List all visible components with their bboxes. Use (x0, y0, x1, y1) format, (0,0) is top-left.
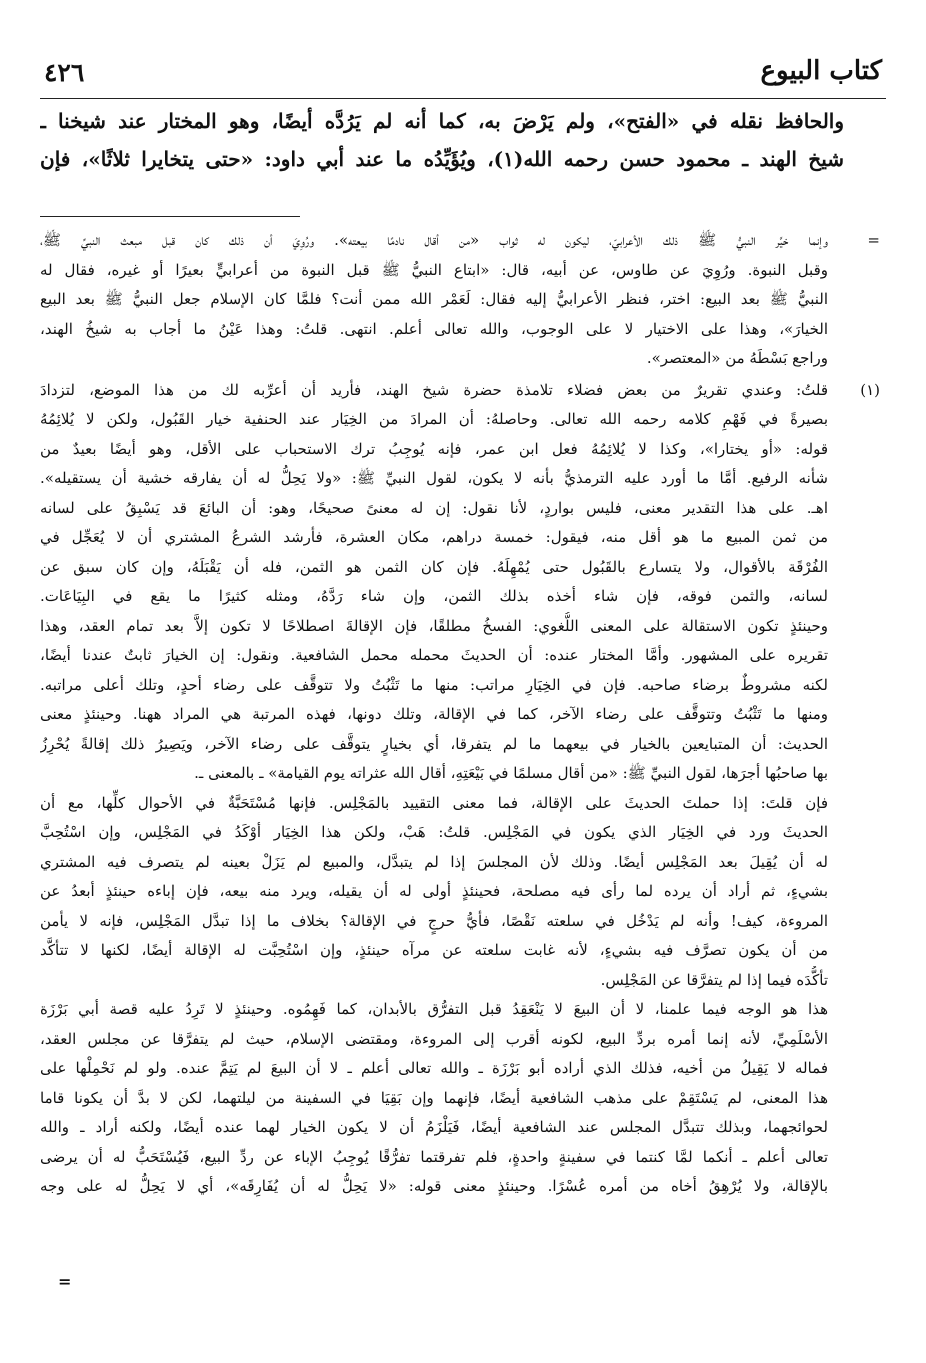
footnote-line: له أن يُقِيلَ بعد المَجْلِس أيضًا. وذلك لأن المجلسَ إذا لم يتبدَّل، والمبيع لم يَزَلْ بعينه لم يتصرف فيه المشتري (40, 852, 828, 871)
footnote-line: الأسْلَمِيِّ، لأنه إنما أمره بردِّ البيع، لكونه أقرب إلى المروءة، ومقتضى الإسلام، حيث لم يتفرَّقا عن مجلس العقد، (40, 1029, 828, 1048)
page-number: ٤٢٦ (44, 58, 85, 87)
footnote-line: بالإقالة، ولا يُرْهِقُ أخاه من أمره عُسْرًا. وحينئذٍ معنى قوله: «لا يَحِلُّ له أن يُفَارِقَه»، أي لا يَحِلُّ له على وجه (40, 1177, 828, 1195)
footnote-line: الفُرْقَة بالأقوال، ولا يتسارع بالقَبُول حتى يُمْهِلَهُ. فإن كان الثمن هو الثمن، فله أن يَقْبَلَهُ، وإن كان سبق عن (40, 557, 828, 576)
footnote-line: بصيرةً في فَهْمِ كلامه رحمه الله تعالى. وحاصلهُ: أن المرادَ من الخِيَار عند الحنفية خيار القَبُول، ولكن لا يُلائِمُهُ (40, 410, 828, 428)
footnote-separator (40, 216, 300, 217)
main-text (40, 102, 844, 178)
footnote-line: ومنها ما تَثْبُتُ وتتوقَّف على رضاء الآخر، كما في الإقالة، وتلك دونها، فهذه المرتبة هي المراد ههنا. وحينئذٍ معنى (40, 705, 828, 723)
footnote-paragraph (40, 995, 828, 1202)
footnote-line: الحديثَ ورد في الخِيَار الذي يكون في المَجْلِس. قلتُ: هَبْ، ولكن هذا الخِيَار أوْكَدُ في المَجْلِس، وإن اسْتُحِبَّ (40, 823, 828, 841)
footnote-paragraph (40, 376, 828, 612)
footnote-line: قوله: «أو يختارا»، وكذا لا يُلائِمُهُ فعل ابن عمر، فإنه يُوجِبُ ترك الاستحباب على الأقل، وهو أيضًا بعيدٌ من (40, 439, 828, 458)
footnote-line: المروءة، كيف! وأنه لم يَدْخُل في سلعته نَقْصًا، فأيُّ حرجٍ في الإقالة؟ بخلاف ما إذا تبدَّل المَجْلِس، فإنه لا يأمن (40, 911, 828, 930)
footnote-line: الحديث: أن المتبايعين بالخيار في بيعهما ما لم يتفرقا، أي بخيارٍ يتوقَّف على رضاء الآخر، ويَصِيرُ ذلك إقالةً يُحْرِزُ (40, 734, 828, 753)
footnote-line: وقبل النبوة. ورُوِيَ عن طاوس، عن أبيه، قال: «ابتاع النبيُّ ﷺ قبل النبوة من أعرابيٍّ بعيرًا أو غيره، فقال له (40, 260, 828, 279)
footnote-line: فإن قلتَ: إذا حملتَ الحديثَ على الإقالة، فما معنى التقييد بالمَجْلِس. فإنها مُسْتَحَبَّةٌ في الأحوال كلِّها، مع أن (40, 793, 828, 812)
footnote-line: الخيارَ»، وهذا على الاختيار لا على الوجوب، والله تعالى أعلم. انتهى. قلتُ: وهذا عَيْنُ ما أجاب به شيخُ الهند، (40, 319, 828, 338)
footnote-line: تأكُّدَه فيما إذا لم يتفرَّقا عن المَجْلِس. (600, 970, 828, 989)
footnote-line: هذا هو الوجه فيما علمنا، لا أن البيعَ لا يَنْعَقِدُ قبل التفرُّق بالأبدان، كما فَهِمُوه. وحينئذٍ لا تَرِدُ عليه قصة أبي بَرْزَة (40, 1000, 828, 1018)
footnote-paragraph (40, 789, 828, 996)
footnote-line: لحوائجهما، وبذلك تتبدَّل المجلس عند الشافعية أيضًا، فَيَلْزَمُ أن لا يكون الخيار لهما عنده أيضًا، ولكنه أراد ـ والله (40, 1118, 828, 1136)
footnote-line: من أن يكون تصرَّف فيه بشيءٍ، لأنه غابت سلعته عن مرآه حينئذٍ، وإن اسْتُحِبَّت له الإقالة أيضًا، لكنها لا تتأكَّد (40, 941, 828, 959)
page-header (40, 50, 886, 99)
footnote-line: وراجع بَسْطَهُ من «المعتصر». (646, 349, 828, 367)
main-text-line: والحافظ نقله في «الفتح»، ولم يَرْضَ به، كما أنه لم يَرُدَّه أيضًا، وهو المختار عند شيخنا ـ (40, 109, 844, 133)
footnote-marker: (١) (860, 380, 880, 399)
footnote-line: من ثمن المبيع ما هو أقل منه، فيقول: خمسة دراهم، مكان العشرة، فأرشد الشرعُ المشتري أن لا يُعَجِّل في (40, 528, 828, 546)
footnotes (40, 226, 890, 1202)
main-text-line: شيخ الهند ـ محمود حسن رحمه الله(١)، ويُؤَيِّدُه ما عند أبي داود: «حتى يتخايرا ثلاثًا»، فإن (40, 147, 844, 171)
continuation-marker: = (867, 231, 880, 249)
footnote-line: تعالى أعلم ـ أنكما لمَّا كنتما في سفينةٍ واحدةٍ، فلم تفرقتما تفرُّقًا يُوجِبُ الإباء عن ردِّ البيع، فَيُسْتَحَبُّ له أن يرضى (40, 1147, 828, 1166)
running-title: كتاب البيوع (760, 56, 882, 86)
footnote-paragraph (40, 612, 828, 789)
footnote-line: لسانه، والثمن فوقه، فإن شاء أخذه بذلك الثمن، وإن شاء رَدَّهُ، ومثله كثيرًا ما يقع في البِيَاعَات. (40, 587, 828, 605)
footnote-line: فماله لا يَقِيلُ من أخيه، فذلك الذي أراده أبو بَرْزَة ـ والله تعالى أعلم ـ لا أن البيعَ لم يَتِمَّ عنده. ولو لم نَحْمِلْها على (40, 1059, 828, 1077)
footnote-line: قلتُ: وعندي تقريرٌ من بعض فضلاء تلامذة حضرة شيخ الهند، فأريد أن أعرِّبه لك من هذا الموضع، لتزدادَ (40, 380, 828, 399)
footnote-line: وحينئذٍ تكون الاستقالة على المعنى اللُّغوي: الفسخُ مطلقًا، فإن الإقالةَ اصطلاحًا لا تكون إلاَّ بعد تمام العقد، وهذا (40, 616, 828, 635)
footnote-1 (40, 376, 890, 1202)
footnote-line: شأنه الرفيع. أمَّا ما أورد عليه الترمذيُّ بأنه لا يكون، لقول النبيِّ ﷺ: «ولا يَحِلُّ له أن يفارقه خشية أن يستقيله». (40, 469, 828, 487)
footnote-line: اهـ. على هذا التقدير معنى، فليس بواردٍ، لأنا نقول: إن له معنىً صحيحًا، وهو: أن البائعَ قد يَسْبِقُ على لسانه (40, 498, 828, 517)
footnote-line: النبيُّ ﷺ بعد البيع: اختر، فنظر الأعرابيُّ إليه فقال: لَعَمْر الله ممن أنت؟ فلمَّا كان الإسلام جعل النبيُّ ﷺ بعد البيع (40, 290, 828, 308)
footnote-line: لكنه مشروطٌ برضاء صاحبه. فإن في الخِيَارِ مراتب: منها ما تَثْبُتُ ولا تتوقَّف على رضاء أحدٍ، وتلك أعلى مراتبه. (40, 675, 828, 694)
footnote-line: وإنما خيَّر النبيُّ ﷺ ذلك الأعرابيّ، ليكون له ثواب «من أقال نادمًا بيعته». ورُوِيَ أن ذلك كان قبل مبعث النبيِّ ﷺ، (40, 231, 828, 249)
footnote-line: هذا المعنى، لم يَسْتَقِمْ على مذهب الشافعية أيضًا، فإنهما وإن بَقِيَا في السفينة من ليلتهما، لكن لا بدَّ أن يكونا قاما (40, 1088, 828, 1107)
footnote-line: تقريره على المشهور. وأمَّا المختار عنده: أن الحديثَ محمله محمل الشافعية. ونقول: إن الخيارَ ثابتٌ عندنا أيضًا، (40, 646, 828, 664)
footnote-line: بشيءٍ، ثم أراد أن يرده لما رأى فيه مصلحة، فحينئذٍ أولى له أن يقيله، ويرد منه بيعه، فإن إباءه حينئذٍ أبعدُ عن (40, 882, 828, 900)
footnote-line: بها صاحبُها أجرَها، لقول النبيِّ ﷺ: «من أقال مسلمًا في بَيْعَتِهِ، أقال الله عثراته يوم القيامة» ـ بالمعنى ـ. (194, 764, 828, 782)
continues-marker: = (58, 1272, 72, 1291)
footnote-continuation (40, 226, 890, 374)
